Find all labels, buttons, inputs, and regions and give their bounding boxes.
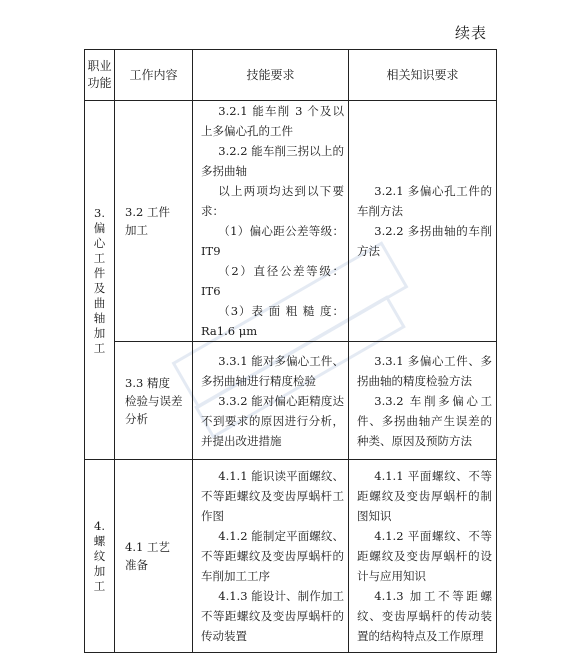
skills-cell <box>193 342 349 460</box>
skills-cell <box>193 460 349 653</box>
header-knowledge: 相关知识要求 <box>349 50 497 101</box>
function-number: 4. <box>94 519 105 533</box>
content-line: 3.2 工件 <box>125 205 170 219</box>
skill-item: 3.3.2 能对偏心距精度达不到要求的原因进行分析，并提出改进措施 <box>201 393 344 448</box>
header-content: 工作内容 <box>115 50 193 101</box>
knowledge-cell <box>349 101 497 342</box>
header-skills: 技能要求 <box>193 50 349 101</box>
content-line: 准备 <box>125 558 148 572</box>
skill-item: 3.2.2 能车削三拐以上的多拐曲轴 <box>201 144 344 178</box>
content-line: 4.1 工艺 <box>125 540 170 554</box>
function-number: 3. <box>94 205 105 220</box>
continued-label: 续表 <box>454 24 487 42</box>
skill-item: （2）直径公差等级：IT6 <box>201 264 344 298</box>
content-cell <box>115 101 193 342</box>
knowledge-item: 3.2.2 多拐曲轴的车削方法 <box>357 224 492 258</box>
knowledge-item: 3.3.2 车削多偏心工件、多拐曲轴产生误差的种类、原因及预防方法 <box>357 393 492 448</box>
knowledge-cell <box>349 460 497 653</box>
table-row <box>85 460 497 653</box>
table-row <box>85 101 497 342</box>
skill-item: 3.3.1 能对多偏心工件、多拐曲轴进行精度检验 <box>201 353 344 388</box>
table-row <box>85 342 497 460</box>
skill-item: 4.1.1 能识读平面螺纹、不等距螺纹及变齿厚蜗杆工作图 <box>201 469 344 523</box>
header-function-label: 职业功能 <box>87 59 112 90</box>
content-line: 分析 <box>125 411 148 426</box>
header-function <box>85 50 115 101</box>
table-header-row <box>85 50 497 101</box>
knowledge-item: 4.1.2 平面螺纹、不等距螺纹及变齿厚蜗杆的设计与应用知识 <box>357 529 492 583</box>
knowledge-item: 4.1.1 平面螺纹、不等距螺纹及变齿厚蜗杆的制图知识 <box>357 469 492 523</box>
content-cell <box>115 460 193 653</box>
content-line: 加工 <box>125 223 148 237</box>
content-line: 3.3 精度 <box>125 375 170 390</box>
knowledge-item: 3.2.1 多偏心孔工件的车削方法 <box>357 184 492 218</box>
content-line: 检验与误差 <box>125 393 183 408</box>
skill-item: 4.1.2 能制定平面螺纹、不等距螺纹及变齿厚蜗杆的车削加工工序 <box>201 529 344 583</box>
skill-item: （1）偏心距公差等级：IT9 <box>201 224 344 258</box>
content-cell <box>115 342 193 460</box>
function-name: 螺纹加工 <box>93 534 106 593</box>
skills-cell <box>193 101 349 342</box>
function-name: 偏心工件及曲轴加工 <box>93 220 106 355</box>
knowledge-cell <box>349 342 497 460</box>
skill-item: 4.1.3 能设计、制作加工不等距螺纹及变齿厚蜗杆的传动装置 <box>201 589 344 643</box>
skill-item: （3）表 面 粗 糙 度：Ra1.6 μm <box>201 304 344 338</box>
knowledge-item: 4.1.3 加工不等距螺纹、变齿厚蜗杆的传动装置的结构特点及工作原理 <box>357 589 492 643</box>
function-cell-4 <box>85 460 115 653</box>
function-cell-3 <box>85 101 115 460</box>
skill-item: 3.2.1 能车削 3 个及以上多偏心孔的工件 <box>201 104 344 138</box>
skill-requirements-table <box>84 49 497 653</box>
knowledge-item: 3.3.1 多偏心工件、多拐曲轴的精度检验方法 <box>357 353 492 388</box>
skill-item: 以上两项均达到以下要求： <box>201 184 344 218</box>
